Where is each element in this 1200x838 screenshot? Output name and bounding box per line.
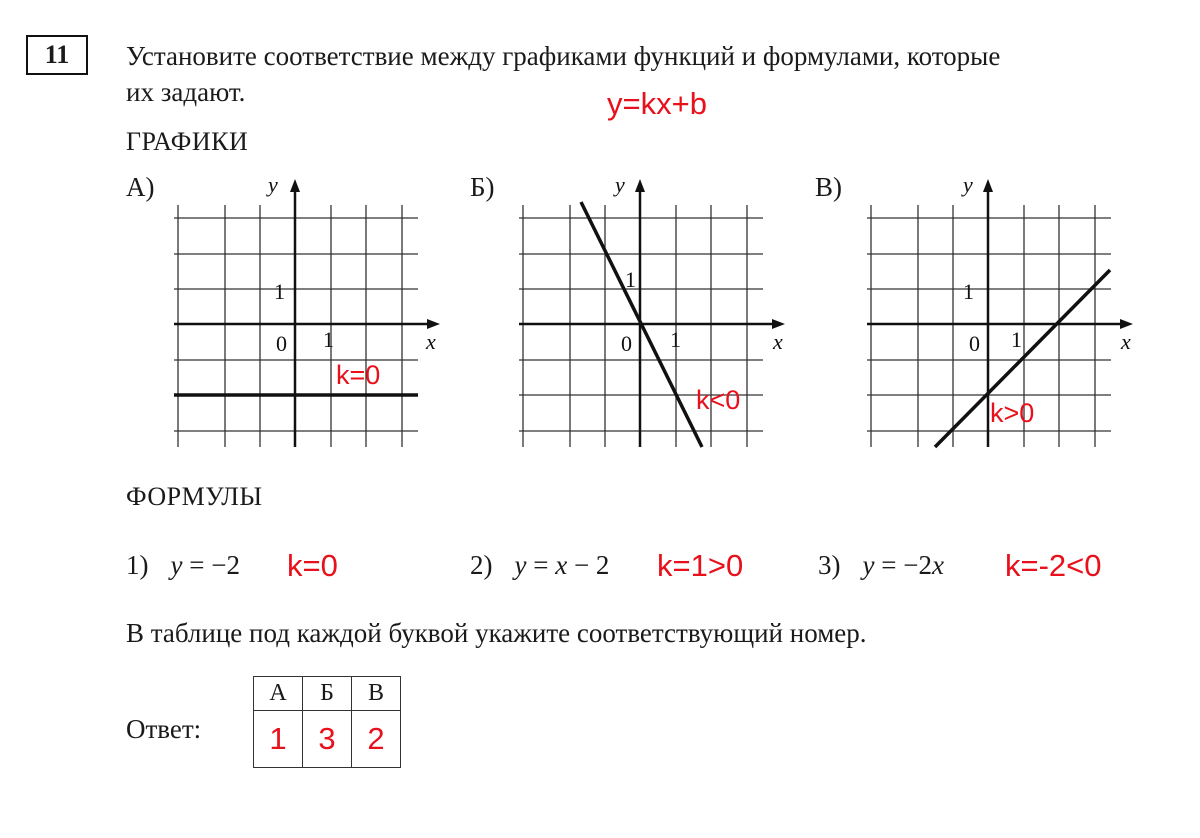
graph-a	[170, 172, 450, 465]
formulas-heading: ФОРМУЛЫ	[126, 482, 263, 511]
formula-1-lhs: y	[170, 550, 183, 580]
graph-b	[515, 172, 795, 465]
graph-c-tick-x: 1	[1011, 327, 1022, 352]
formula-3-rhs-x: x	[931, 550, 944, 580]
graphs-heading: ГРАФИКИ	[126, 127, 249, 156]
task-text-line2: их задают.	[126, 77, 246, 107]
formula-2-rhs-pre: =	[526, 550, 556, 580]
formula-3	[818, 550, 944, 581]
graph-a-x-arrow	[427, 319, 440, 329]
graph-c-y-arrow	[983, 179, 993, 192]
formula-2-note: k=1>0	[657, 548, 744, 583]
formula-1	[126, 550, 240, 581]
formula-2	[470, 550, 609, 581]
graph-c-x-label: x	[1121, 329, 1131, 354]
graph-b-tick-y: 1	[625, 267, 636, 292]
graph-b-tick-x: 1	[670, 327, 681, 352]
graph-b-y-label: y	[615, 172, 625, 197]
answer-table	[253, 676, 401, 768]
graph-b-label: Б)	[470, 172, 495, 202]
graph-c-y-label: y	[963, 172, 973, 197]
graph-b-origin: 0	[621, 331, 632, 356]
formula-1-rhs: = −2	[182, 550, 240, 580]
answer-cell-c[interactable]: 2	[352, 711, 401, 768]
answer-header-a: А	[254, 677, 303, 711]
instruction-text: В таблице под каждой буквой укажите соответствующий номер.	[126, 618, 867, 648]
graph-a-y-label: y	[268, 172, 278, 197]
formula-3-lhs: y	[862, 550, 875, 580]
formula-3-number: 3)	[818, 550, 841, 580]
formula-2-rhs-post: − 2	[567, 550, 610, 580]
answer-cell-a[interactable]: 1	[254, 711, 303, 768]
graph-a-tick-x: 1	[323, 327, 334, 352]
answer-header-c: В	[352, 677, 401, 711]
answer-cell-b[interactable]: 3	[303, 711, 352, 768]
graph-b-x-label: x	[773, 329, 783, 354]
formula-1-number: 1)	[126, 550, 149, 580]
graph-c-origin: 0	[969, 331, 980, 356]
graph-a-note: k=0	[336, 360, 381, 390]
formula-2-rhs-x: x	[555, 550, 568, 580]
formula-annotation: y=kx+b	[607, 86, 707, 121]
graph-a-origin: 0	[276, 331, 287, 356]
task-number: 11	[26, 35, 88, 75]
graph-b-y-arrow	[635, 179, 645, 192]
formula-3-rhs-pre: = −2	[874, 550, 932, 580]
graph-c	[863, 172, 1143, 465]
graph-b-x-arrow	[772, 319, 785, 329]
graph-a-y-arrow	[290, 179, 300, 192]
answer-header-b: Б	[303, 677, 352, 711]
formula-2-number: 2)	[470, 550, 493, 580]
graph-c-x-arrow	[1120, 319, 1133, 329]
graph-c-label: В)	[815, 172, 842, 202]
formula-2-lhs: y	[514, 550, 527, 580]
formula-3-note: k=-2<0	[1005, 548, 1102, 583]
graph-a-x-label: x	[426, 329, 436, 354]
answer-label: Ответ:	[126, 714, 202, 744]
graph-a-tick-y: 1	[274, 279, 285, 304]
graph-c-tick-y: 1	[963, 279, 974, 304]
graph-c-note: k>0	[990, 398, 1035, 428]
graph-b-note: k<0	[696, 385, 741, 415]
task-text-line1: Установите соответствие между графиками функций и формулами, которые	[126, 41, 1001, 71]
graph-a-label: А)	[126, 172, 155, 202]
formula-1-note: k=0	[287, 548, 338, 583]
